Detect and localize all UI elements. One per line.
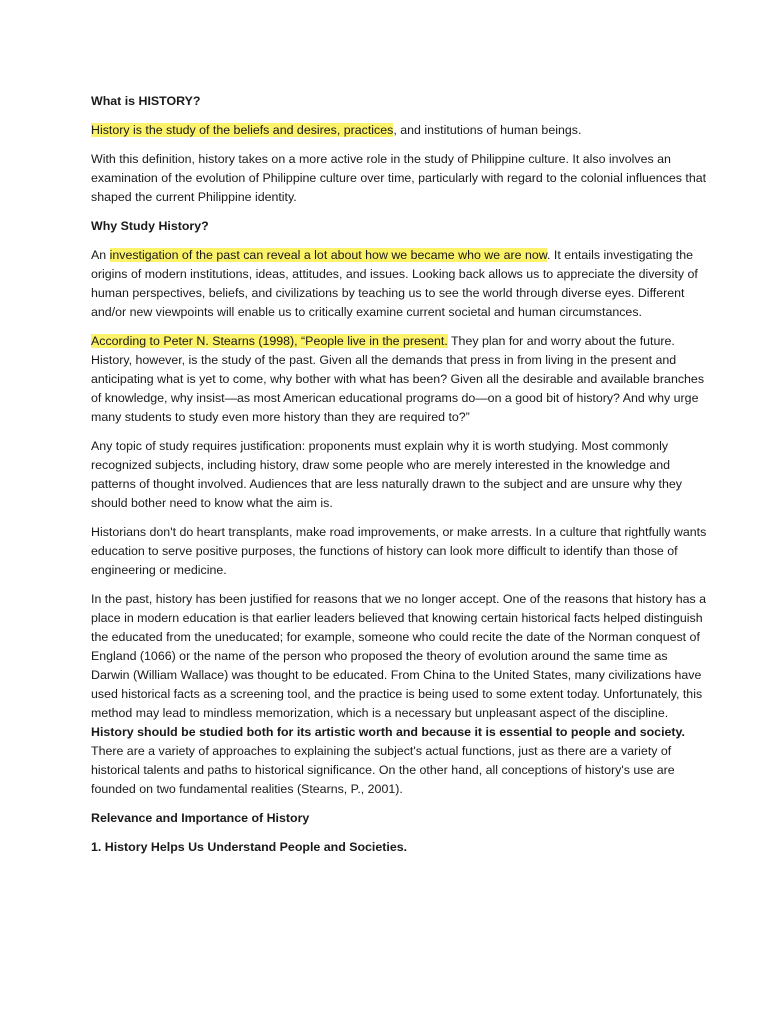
heading-why-study-history: Why Study History? — [91, 219, 209, 233]
heading-what-is-history: What is HISTORY? — [91, 94, 201, 108]
paragraph-investigation — [91, 246, 708, 322]
paragraph-text: There are a variety of approaches to explaining the subject's actual functions, just as there are a variety of historical talents and paths to historical significance. On the other hand, all conceptions of history's use are founded on two fundamental realities (Stearns, P., 2001). — [91, 744, 675, 796]
paragraph-stearns-quote — [91, 332, 708, 427]
paragraph-philippine-culture: With this definition, history takes on a more active role in the study of Philippine culture. It also involves an examination of the evolution of Philippine culture over time, particularly with regard to the colonial influences that shaped the current Philippine identity. — [91, 152, 707, 204]
highlighted-text: investigation of the past can reveal a lot about how we became who we are now — [109, 248, 547, 262]
paragraph-text: They plan for and worry about the future. History, however, is the study of the past. Given all the demands that press in from living in the present and anticipating what is yet to come, why bother with what has been? Given all the desirable and available branches of knowledge, why insist—as most American educational programs do—on a good bit of history? And why urge many students to study even more history than they are required to?” — [91, 334, 705, 424]
heading-relevance-importance: Relevance and Importance of History — [91, 811, 310, 825]
highlighted-text: According to Peter N. Stearns (1998), “People live in the present. — [91, 334, 448, 348]
paragraph-historians: Historians don't do heart transplants, make road improvements, or make arrests. In a culture that rightfully wants education to serve positive purposes, the functions of history can look more difficult to identify than those of engineering or medicine. — [91, 525, 707, 577]
paragraph-text: An — [91, 248, 110, 262]
paragraph-text: , and institutions of human beings. — [393, 123, 582, 137]
paragraph-text: . It entails investigating the origins of modern institutions, ideas, attitudes, and issues. Looking back allows us to appreciate the diversity of human perspectives, beliefs, and civilizations by teaching us to see the world through diverse eyes. Different and/or new viewpoints will enable us to critically examine current societal and human circumstances. — [91, 248, 698, 319]
paragraph-definition — [91, 121, 708, 140]
paragraph-text: In the past, history has been justified for reasons that we no longer accept. One of the reasons that history has a place in modern education is that earlier leaders believed that knowing certain historical facts helped distinguish the educated from the uneducated; for example, someone who could recite the date of the Norman conquest of England (1066) or the name of the person who proposed the theory of evolution around the same time as Darwin (William Wallace) was thought to be educated. From China to the United States, many civilizations have used historical facts as a screening tool, and the practice is being used to some extent today. Unfortunately, this method may lead to mindless memorization, which is a necessary but unpleasant aspect of the discipline. — [91, 592, 707, 720]
bold-text: History should be studied both for its artistic worth and because it is essential to people and society. — [91, 725, 685, 739]
paragraph-justification: Any topic of study requires justification: proponents must explain why it is worth studying. Most commonly recognized subjects, including history, draw some people who are merely interested in the knowledge and patterns of thought involved. Audiences that are less naturally drawn to the subject and are unsure why they should bother need to know what the aim is. — [91, 439, 682, 510]
highlighted-text: History is the study of the beliefs and desires, practices — [91, 123, 394, 137]
heading-point-1: 1. History Helps Us Understand People and Societies. — [91, 840, 408, 854]
paragraph-past-justification — [91, 590, 708, 799]
